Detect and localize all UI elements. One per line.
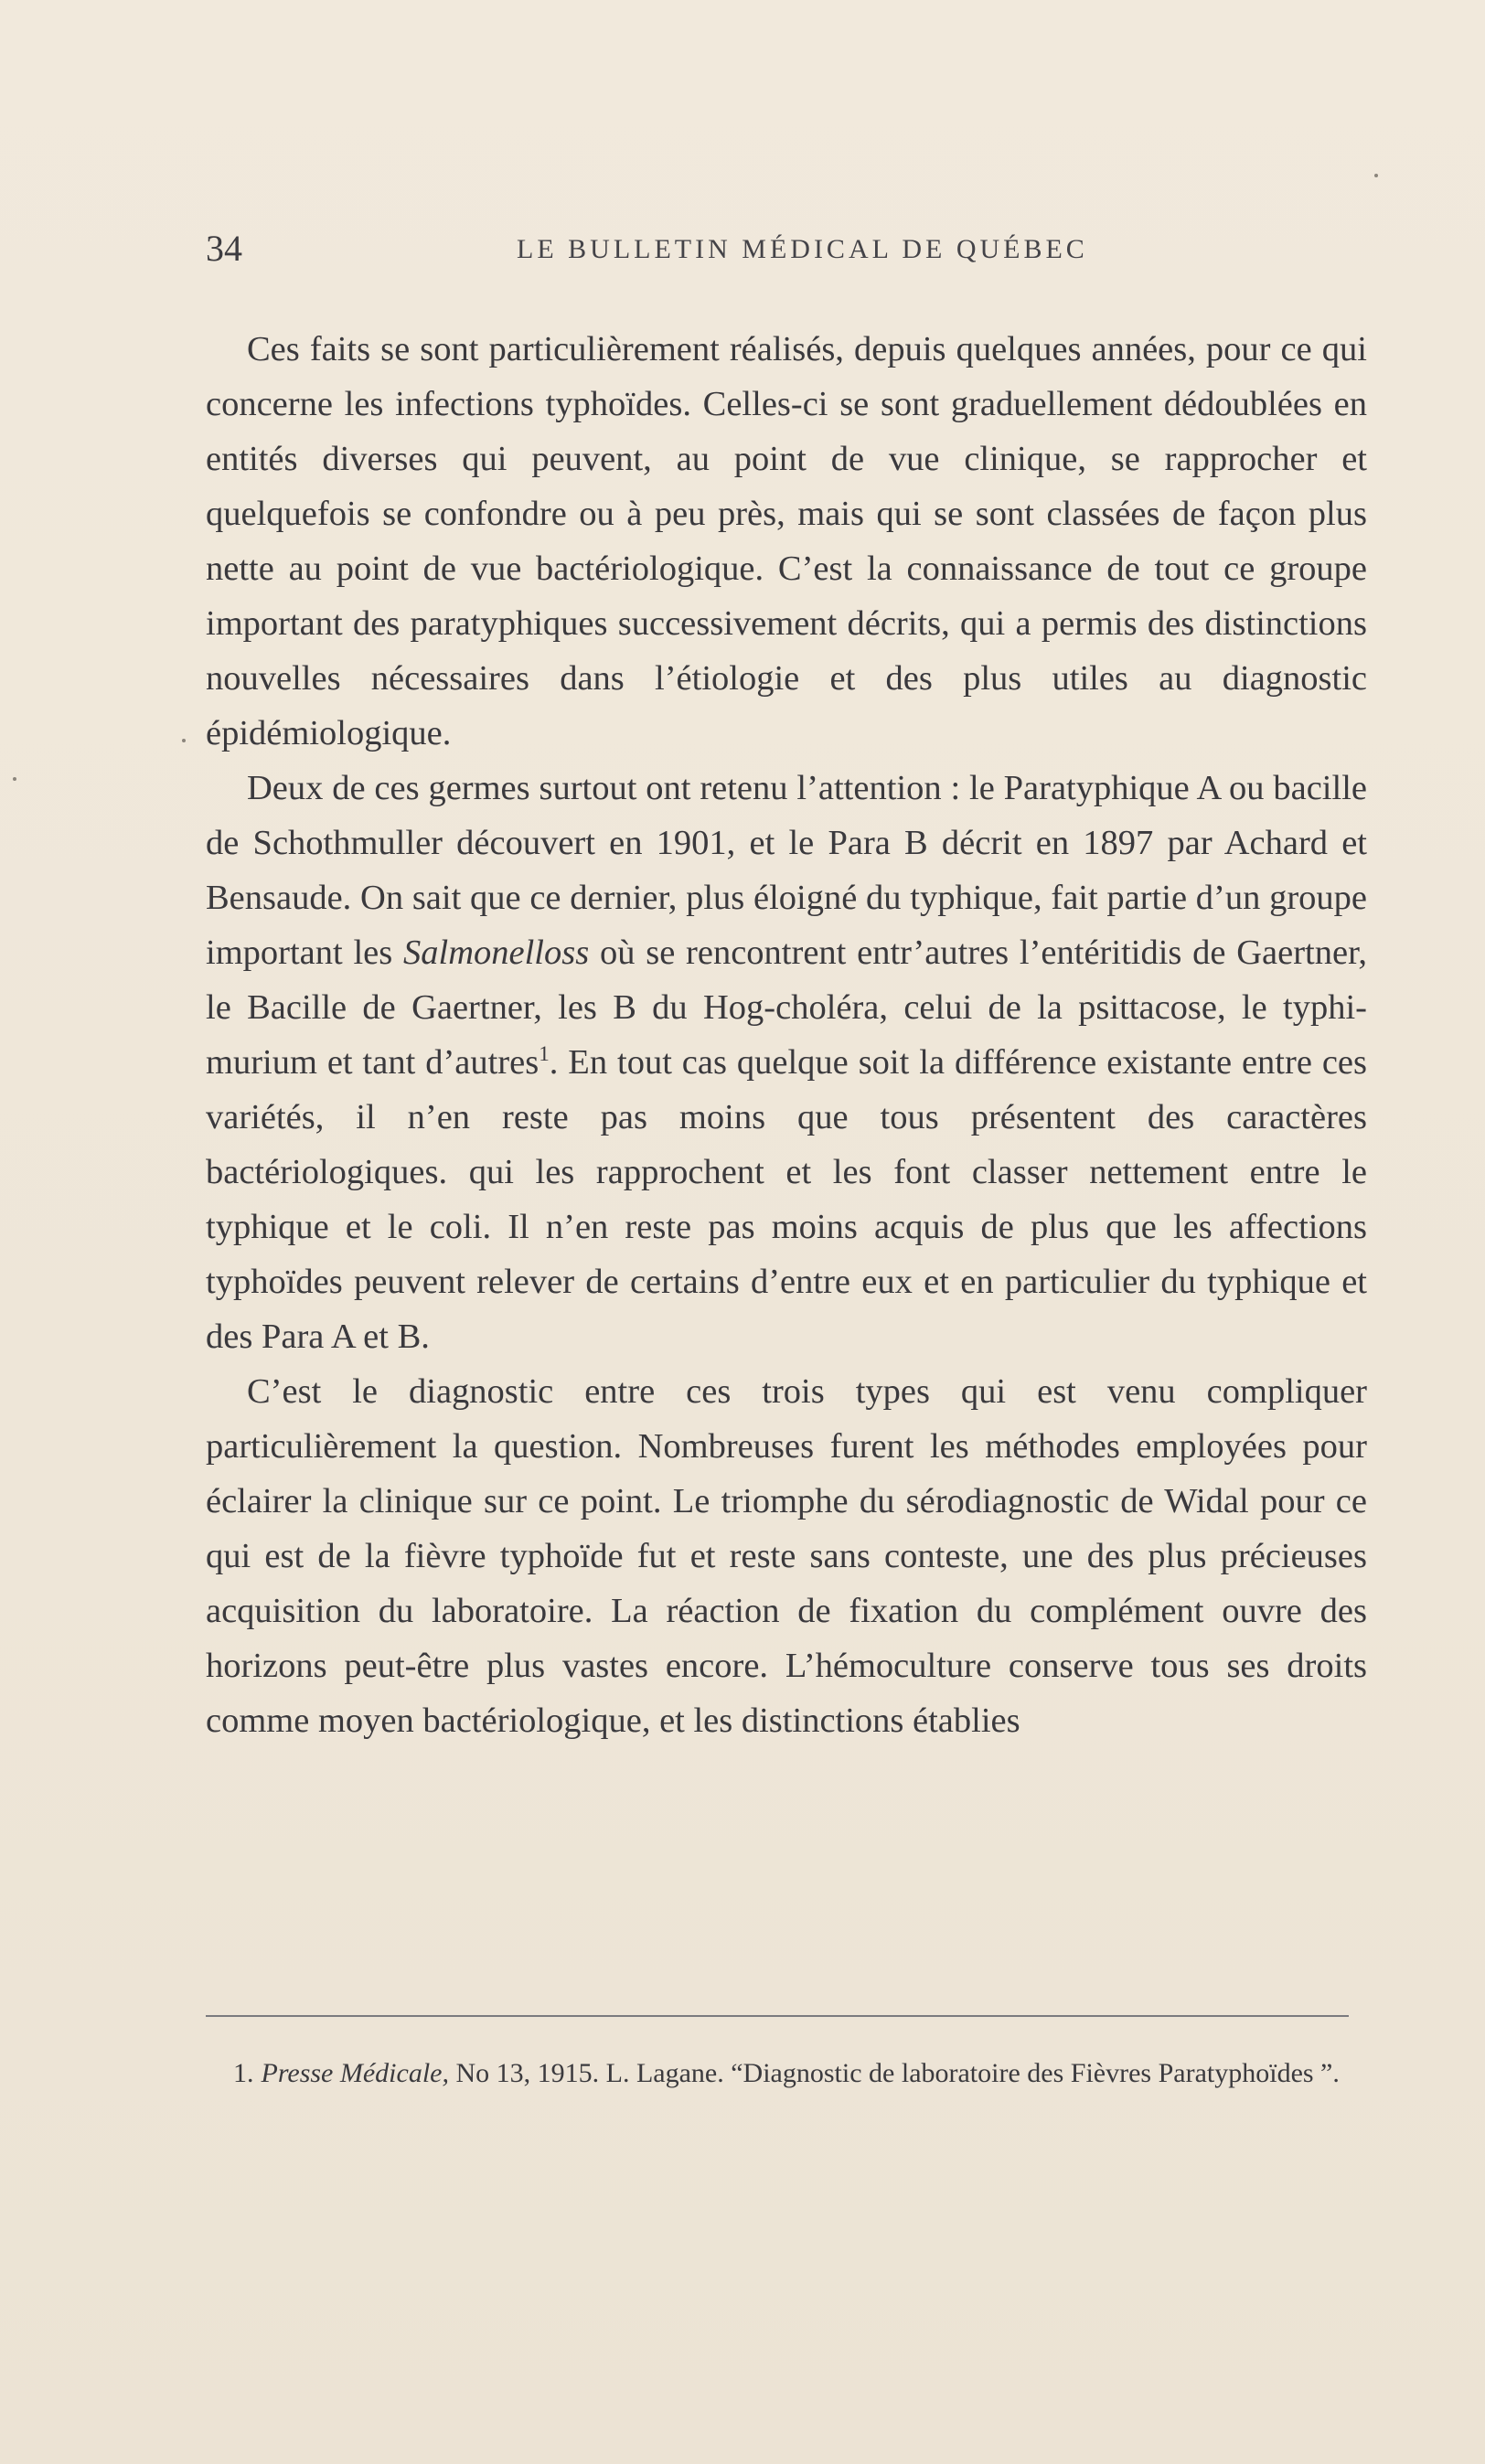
footnote-number: 1. bbox=[233, 2058, 254, 2088]
italic-term: Salmonelloss bbox=[403, 933, 590, 972]
paragraph-2-text-c: . En tout cas quelque soit la différence existante entre ces variétés, il n’en reste pas moins que tous présentent des caractères bactériologiques. qui les rapprochent et les font classer nettement entre le typhique et le coli. Il n’en reste pas moins acquis de plus que les affections typhoïdes peuvent relever de certains d’entre eux et en particulier du typhique et des Para A et B. bbox=[206, 1043, 1367, 1356]
body-text bbox=[206, 322, 1367, 1748]
footnote-source: Presse Médicale, bbox=[261, 2058, 449, 2088]
paragraph-2-text-b: où se rencontrent entr’autres l’entéritidis de Gaertner, le Bacille de Gaertner, les B du Hog-choléra, celui de la psittacose, le typhi-murium et tant d’autres bbox=[206, 933, 1367, 1082]
footnote-reference[interactable]: 1 bbox=[539, 1041, 550, 1066]
page-number: 34 bbox=[206, 228, 242, 269]
running-title: LE BULLETIN MÉDICAL DE QUÉBEC bbox=[517, 234, 1088, 264]
footnote-text: No 13, 1915. L. Lagane. “Diagnostic de laboratoire des Fièvres Paratyphoïdes ”. bbox=[448, 2058, 1340, 2088]
paragraph-3: C’est le diagnostic entre ces trois types qui est venu compliquer particulièrement la question. Nombreuses furent les méthodes employées pour éclairer la clinique sur ce point. Le triomphe du sérodiagnostic de Widal pour ce qui est de la fièvre typhoïde fut et reste sans conteste, une des plus précieuses acquisition du laboratoire. La réaction de fixation du complément ouvre des horizons peut-être plus vastes encore. L’hémoculture conserve tous ses droits comme moyen bactériologique, et les distinctions établies bbox=[206, 1372, 1367, 1740]
paper-speck bbox=[13, 777, 16, 781]
paper-speck bbox=[1374, 174, 1378, 177]
paragraph-2 bbox=[206, 761, 1367, 1364]
paper-speck bbox=[182, 739, 186, 742]
footnote bbox=[206, 2054, 1367, 2093]
page-header bbox=[206, 227, 1367, 282]
paragraph-1: Ces faits se sont particulièrement réalisés, depuis quelques années, pour ce qui concerne les infections typhoïdes. Celles-ci se sont graduellement dédoublées en entités diverses qui peuvent, au point de vue clinique, se rapprocher et quelquefois se confondre ou à peu près, mais qui se sont classées de façon plus nette au point de vue bactériologique. C’est la connaissance de tout ce groupe important des paratyphiques successivement décrits, qui a permis des distinctions nouvelles nécessaires dans l’étiologie et des plus utiles au diagnostic épidémiologique. bbox=[206, 330, 1367, 752]
paragraph-2-text-a: Deux de ces germes surtout ont retenu l’attention : le Paratyphique A ou bacille de Schothmuller découvert en 1901, et le Para B décrit en 1897 par Achard et Bensaude. On sait que ce dernier, plus éloigné du typhique, fait partie d’un groupe important les bbox=[206, 769, 1367, 972]
footnote-divider bbox=[206, 2015, 1349, 2017]
